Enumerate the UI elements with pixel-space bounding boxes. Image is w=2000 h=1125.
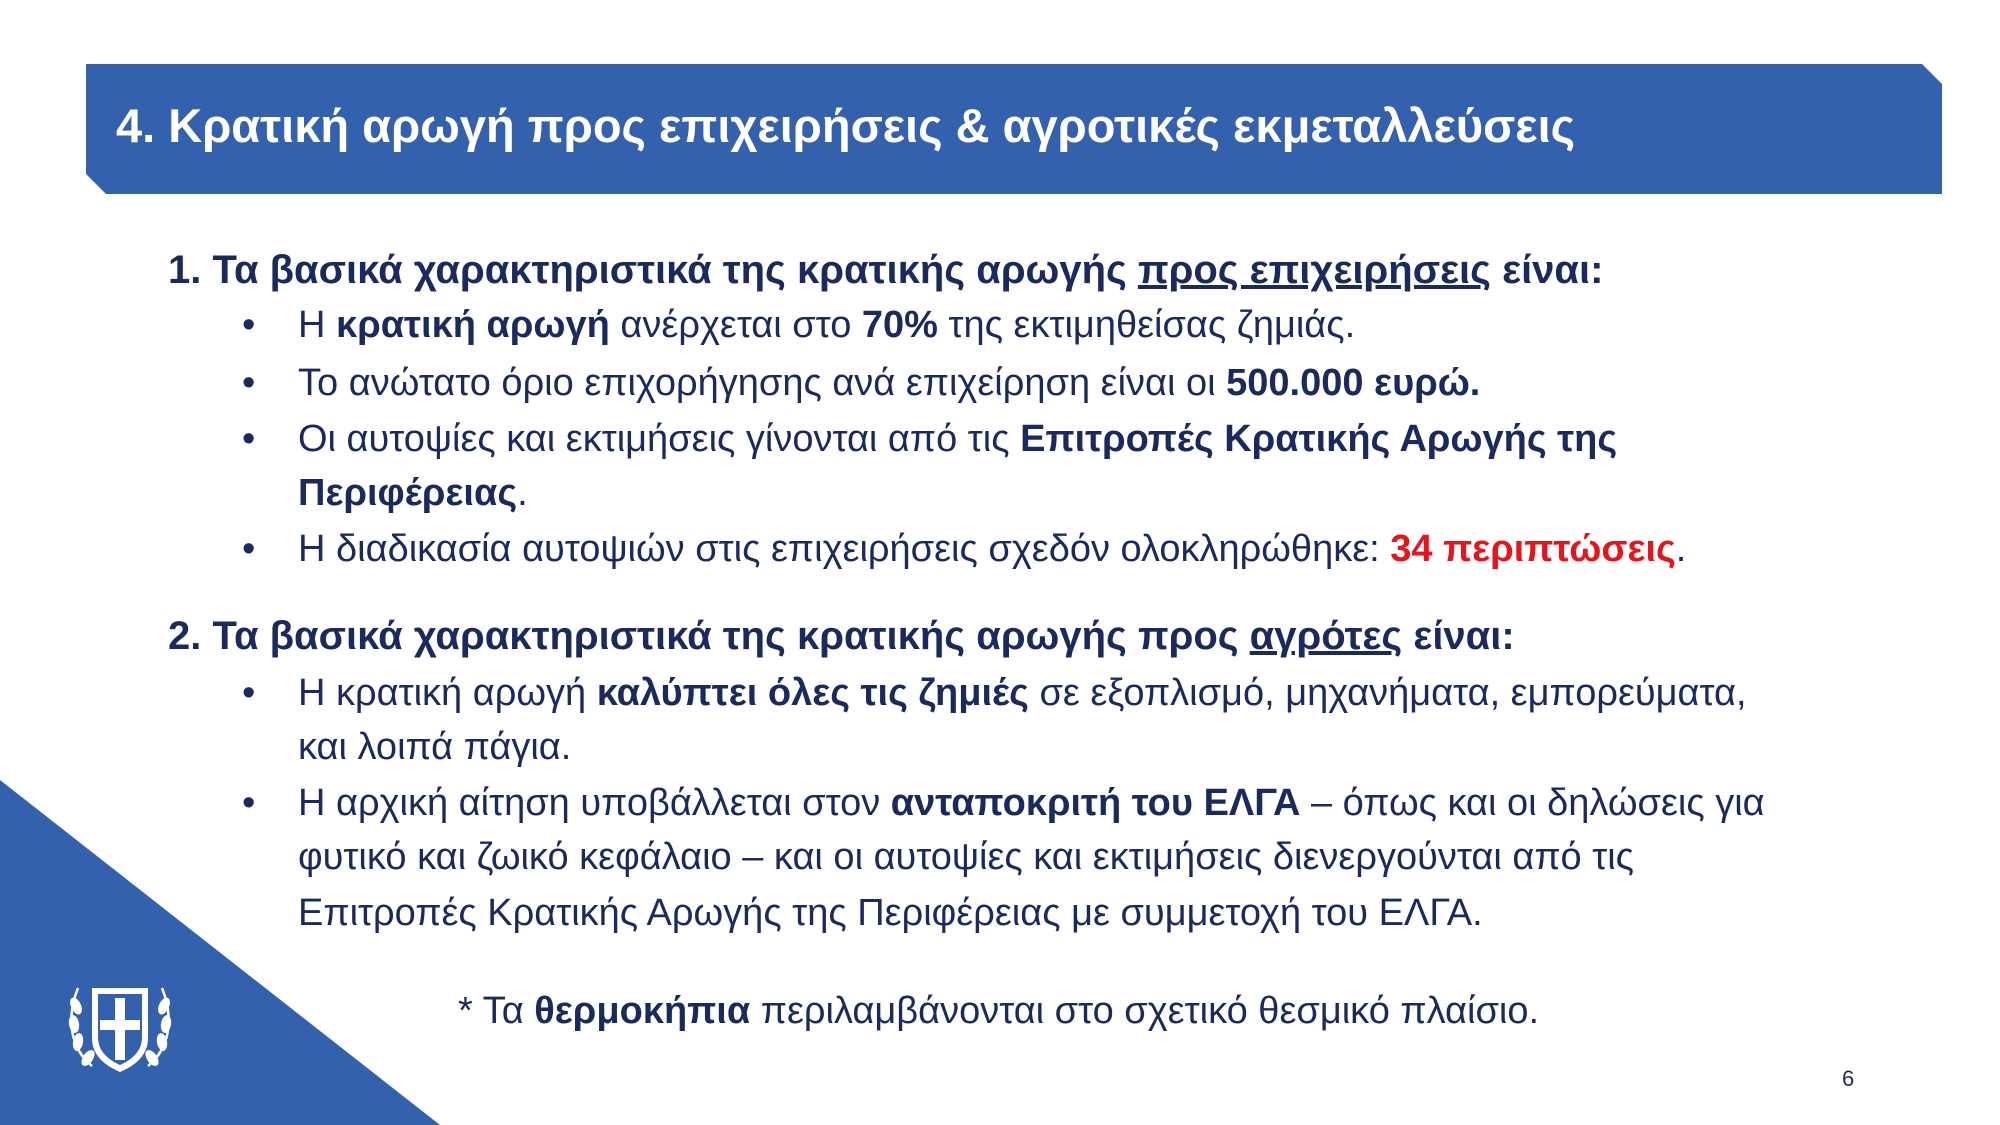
section-1-bullet-3-line-1: Οι αυτοψίες και εκτιμήσεις γίνονται από τις Επιτροπές Κρατικής Αρωγής της [298,418,1618,460]
section-1-bullet-1: Η κρατική αρωγή ανέρχεται στο 70% της εκτιμηθείσας ζημιάς. [298,304,1356,346]
slide-title: 4. Κρατική αρωγή προς επιχειρήσεις & αγροτικές εκμεταλλεύσεις [116,99,1576,152]
bullet-marker: • [242,304,256,346]
bullet-marker: • [242,672,256,714]
section-1-heading: 1. Τα βασικά χαρακτηριστικά της κρατικής αρωγής προς επιχειρήσεις είναι: [168,248,1604,292]
bullet-marker: • [242,418,256,460]
section-2-bullet-2-line-2: φυτικό και ζωικό κεφάλαιο – και οι αυτοψίες και εκτιμήσεις διενεργούνται από τις [298,836,1634,878]
section-2-bullet-1-line-2: και λοιπά πάγια. [298,726,572,768]
bullet-marker: • [242,362,256,404]
section-2-bullet-2-line-1: Η αρχική αίτηση υποβάλλεται στον ανταποκριτή του ΕΛΓΑ – όπως και οι δηλώσεις για [298,782,1765,824]
section-1-bullet-4: Η διαδικασία αυτοψιών στις επιχειρήσεις σχεδόν ολοκληρώθηκε: 34 περιπτώσεις. [298,528,1687,570]
bullet-marker: • [242,782,256,824]
section-2-bullet-2-line-3: Επιτροπές Κρατικής Αρωγής της Περιφέρειας με συμμετοχή του ΕΛΓΑ. [298,892,1483,934]
section-1-bullet-3-line-2: Περιφέρειας. [298,472,528,514]
page-number: 6 [1842,1066,1855,1091]
section-2-bullet-1-line-1: Η κρατική αρωγή καλύπτει όλες τις ζημιές σε εξοπλισμό, μηχανήματα, εμπορεύματα, [298,672,1747,714]
greenhouse-note: * Τα θερμοκήπια περιλαμβάνονται στο σχετικό θεσμικό πλαίσιο. [458,990,1540,1032]
bullet-marker: • [242,528,256,570]
section-2-heading: 2. Τα βασικά χαρακτηριστικά της κρατικής αρωγής προς αγρότες είναι: [168,614,1515,658]
section-1-bullet-2: Το ανώτατο όριο επιχορήγησης ανά επιχείρηση είναι οι 500.000 ευρώ. [298,362,1481,404]
greek-coat-of-arms-icon [62,966,178,1082]
